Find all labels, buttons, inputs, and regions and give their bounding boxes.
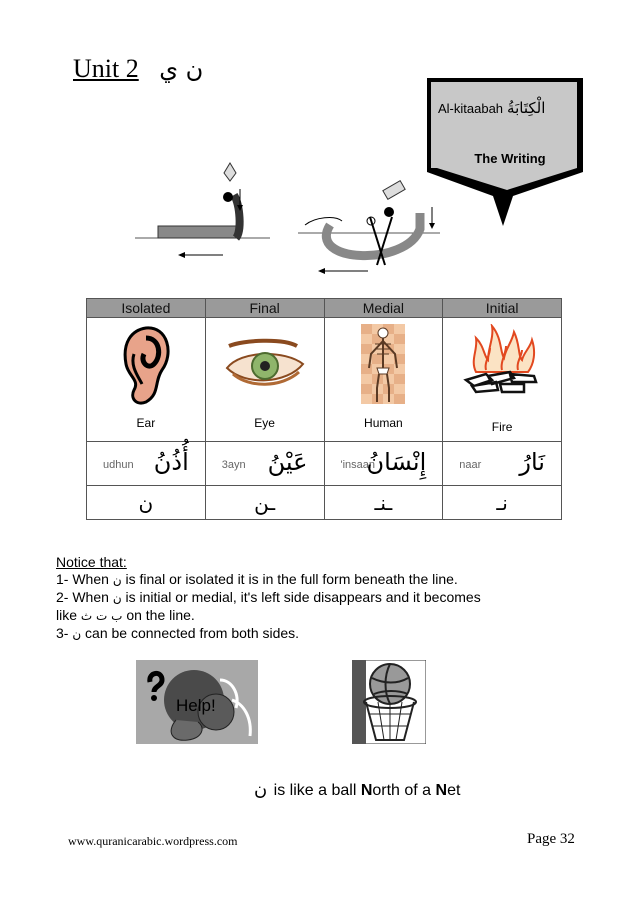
help-text: Help! (176, 696, 216, 715)
notice-arabic: ب ت ث (80, 609, 123, 623)
ball-in-net-icon (352, 660, 426, 744)
word-translit: udhun (103, 459, 134, 471)
picture-cell-fire (443, 318, 562, 442)
word-cell-human (324, 442, 443, 486)
notice-text: 1- When (56, 571, 113, 587)
unit-label: Unit 2 (73, 54, 139, 83)
form-isolated: ن (87, 486, 206, 520)
unit-letters: ن ي (159, 55, 204, 83)
picture-label-eye: Eye (254, 416, 275, 430)
notice-text: is initial or medial, it's left side disappears and it becomes (121, 589, 481, 605)
notice-arabic: ن (72, 627, 82, 641)
ear-icon (116, 324, 176, 406)
table-row-pictures (87, 318, 562, 442)
notice-line-3 (56, 607, 481, 625)
picture-cell-ear (87, 318, 206, 442)
word-translit: 3ayn (221, 459, 246, 471)
page-number: Page 32 (527, 831, 575, 847)
fire-icon (462, 324, 542, 396)
letter-forms-table (86, 298, 562, 520)
badge-kitaabah (438, 99, 578, 117)
mnemonic-text: orth of a (372, 782, 436, 799)
notice-text: is final or isolated it is in the full form beneath the line. (121, 571, 458, 587)
word-arabic: إِنْسَانُ (366, 448, 427, 476)
form-final: ـن (205, 486, 324, 520)
notice-heading: Notice that: (56, 554, 127, 570)
header-isolated: Isolated (87, 299, 206, 318)
header-medial: Medial (324, 299, 443, 318)
header-initial: Initial (443, 299, 562, 318)
mnemonic-line (254, 779, 460, 800)
picture-cell-human (324, 318, 443, 442)
badge-subtitle: The Writing (474, 151, 546, 166)
word-translit: 'insaan (340, 459, 376, 471)
footer-url[interactable]: www.quranicarabic.wordpress.com (68, 834, 238, 848)
help-illustration (136, 660, 258, 744)
word-translit: naar (459, 459, 482, 471)
word-cell-fire (443, 442, 562, 486)
notice-text: can be connected from both sides. (81, 625, 300, 641)
mnemonic-bold-n: N (360, 782, 373, 799)
word-arabic: نَارُ (519, 448, 545, 476)
table-row-words (87, 442, 562, 486)
mnemonic-bold-n: N (435, 782, 448, 799)
notice-line-2 (56, 589, 481, 607)
skeleton-icon (361, 324, 405, 404)
word-arabic: أُذُنُ (153, 448, 189, 476)
word-cell-ear (87, 442, 206, 486)
word-arabic: عَيْنُ (267, 448, 308, 476)
mnemonic-text: et (447, 782, 461, 799)
word-cell-eye (205, 442, 324, 486)
header-final: Final (205, 299, 324, 318)
mnemonic-arabic: ن (254, 779, 268, 800)
picture-label-ear: Ear (136, 416, 156, 430)
unit-title (73, 54, 203, 84)
table-row-forms (87, 486, 562, 520)
notice-block (56, 554, 481, 643)
picture-label-human: Human (364, 416, 403, 430)
notice-arabic: ن (112, 591, 122, 605)
notice-text: 3- (56, 625, 73, 641)
picture-cell-eye (205, 318, 324, 442)
table-header-row (87, 299, 562, 318)
stroke-order-diagram (130, 155, 460, 275)
kitaabah-arabic: الْكِتَابَةُ (507, 99, 546, 117)
notice-text: 2- When (56, 589, 113, 605)
kitaabah-translit: Al-kitaabah (438, 101, 504, 116)
notice-line-4 (56, 625, 481, 643)
form-medial: ـنـ (324, 486, 443, 520)
picture-label-fire: Fire (491, 420, 513, 434)
form-initial: نـ (443, 486, 562, 520)
eye-icon (223, 324, 307, 394)
notice-text: on the line. (122, 607, 195, 623)
mnemonic-text: is like a ball (269, 782, 361, 799)
notice-text: like (56, 607, 81, 623)
notice-arabic: ن (112, 573, 122, 587)
notice-line-1 (56, 571, 481, 589)
